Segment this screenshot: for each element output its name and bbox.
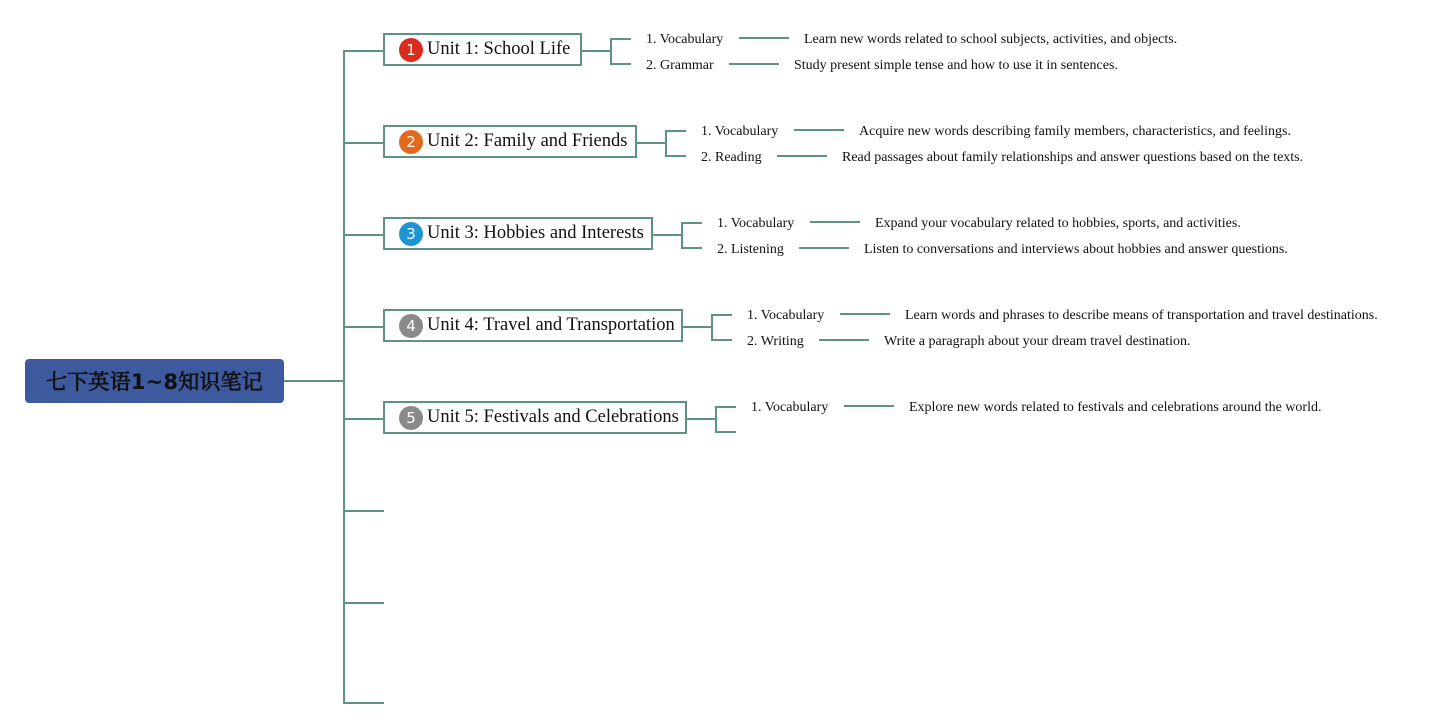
topic-stub — [715, 431, 736, 433]
branch-stub — [343, 326, 384, 328]
unit-node-5[interactable] — [383, 401, 687, 434]
topic-stub — [681, 222, 702, 224]
topic-description: Explore new words related to festivals and celebrations around the world. — [909, 400, 1322, 415]
unit-node-1[interactable] — [383, 33, 582, 66]
unit-title: Unit 5: Festivals and Celebrations — [427, 407, 679, 427]
unit-node-3[interactable] — [383, 217, 653, 250]
topic-stub — [715, 406, 736, 408]
trunk-line — [343, 50, 345, 704]
topic-bracket — [715, 406, 717, 433]
unit-connector — [637, 142, 666, 144]
branch-stub — [343, 50, 384, 52]
topic-description: Learn new words related to school subjects, activities, and objects. — [804, 32, 1178, 47]
unit-node-2[interactable] — [383, 125, 637, 158]
unit-connector — [582, 50, 611, 52]
number-badge-icon: 4 — [399, 314, 423, 338]
unit-connector — [687, 418, 716, 420]
topic-desc-connector — [844, 405, 894, 407]
topic-desc-connector — [739, 37, 789, 39]
topic-label[interactable]: 2. Grammar — [646, 58, 714, 73]
branch-stub — [343, 142, 384, 144]
topic-desc-connector — [794, 129, 844, 131]
topic-bracket — [610, 38, 612, 65]
unit-connector — [653, 234, 682, 236]
topic-label[interactable]: 2. Writing — [747, 334, 804, 349]
number-badge-icon: 1 — [399, 38, 423, 62]
topic-description: Write a paragraph about your dream travel destination. — [884, 334, 1191, 349]
topic-stub — [665, 155, 686, 157]
branch-stub — [343, 234, 384, 236]
topic-label[interactable]: 2. Listening — [717, 242, 784, 257]
unit-connector — [683, 326, 712, 328]
topic-label[interactable]: 1. Vocabulary — [701, 124, 779, 139]
topic-stub — [610, 63, 631, 65]
topic-description: Learn words and phrases to describe means of transportation and travel destinations. — [905, 308, 1378, 323]
topic-label[interactable]: 1. Vocabulary — [747, 308, 825, 323]
branch-stub — [343, 418, 384, 420]
root-title: 七下英语1~8知识笔记 — [45, 370, 264, 394]
unit-title: Unit 4: Travel and Transportation — [427, 315, 675, 335]
empty-branch-stub — [343, 510, 384, 512]
topic-label[interactable]: 1. Vocabulary — [751, 400, 829, 415]
topic-desc-connector — [819, 339, 869, 341]
topic-description: Listen to conversations and interviews about hobbies and answer questions. — [864, 242, 1288, 257]
topic-bracket — [665, 130, 667, 157]
topic-label[interactable]: 1. Vocabulary — [646, 32, 724, 47]
topic-desc-connector — [840, 313, 890, 315]
unit-node-4[interactable] — [383, 309, 683, 342]
unit-title: Unit 1: School Life — [427, 39, 571, 59]
unit-title: Unit 2: Family and Friends — [427, 131, 628, 151]
topic-desc-connector — [799, 247, 849, 249]
number-badge-icon: 5 — [399, 406, 423, 430]
topic-desc-connector — [810, 221, 860, 223]
topic-bracket — [681, 222, 683, 249]
topic-description: Acquire new words describing family members, characteristics, and feelings. — [859, 124, 1291, 139]
topic-description: Read passages about family relationships and answer questions based on the texts. — [842, 150, 1304, 165]
topic-stub — [711, 339, 732, 341]
number-badge-icon: 3 — [399, 222, 423, 246]
root-topic[interactable] — [25, 359, 284, 403]
unit-title: Unit 3: Hobbies and Interests — [427, 223, 644, 243]
root-connector — [284, 380, 344, 382]
topic-stub — [610, 38, 631, 40]
empty-branch-stub — [343, 602, 384, 604]
topic-stub — [681, 247, 702, 249]
topic-bracket — [711, 314, 713, 341]
empty-branch-stub — [343, 702, 384, 704]
topic-stub — [711, 314, 732, 316]
topic-description: Study present simple tense and how to use it in sentences. — [794, 58, 1118, 73]
topic-description: Expand your vocabulary related to hobbies, sports, and activities. — [875, 216, 1241, 231]
topic-stub — [665, 130, 686, 132]
number-badge-icon: 2 — [399, 130, 423, 154]
topic-label[interactable]: 2. Reading — [701, 150, 762, 165]
topic-desc-connector — [777, 155, 827, 157]
topic-label[interactable]: 1. Vocabulary — [717, 216, 795, 231]
topic-desc-connector — [729, 63, 779, 65]
